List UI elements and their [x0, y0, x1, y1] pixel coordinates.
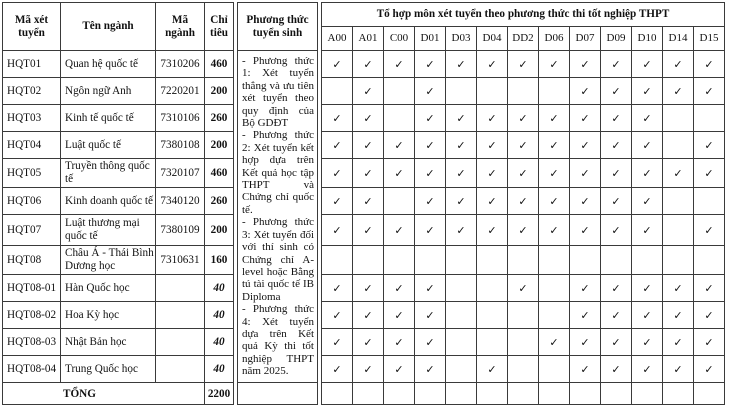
table-row: [3, 215, 725, 246]
empty-cell: [663, 215, 694, 246]
major-name: Châu Á - Thái Bình Dương học: [61, 246, 156, 275]
combo-header-a00: A00: [322, 27, 353, 51]
empty-cell: [539, 275, 570, 302]
empty-cell: [384, 78, 415, 105]
total-empty-cell: [353, 383, 384, 405]
check-mark: ✓: [353, 132, 384, 159]
check-mark: ✓: [508, 105, 539, 132]
quota: 260: [205, 188, 234, 215]
check-mark: ✓: [353, 215, 384, 246]
major-name: Truyền thông quốc tế: [61, 159, 156, 188]
admissions-table: [2, 2, 725, 405]
check-mark: ✓: [322, 159, 353, 188]
empty-cell: [508, 356, 539, 383]
check-mark: ✓: [322, 302, 353, 329]
empty-cell: [477, 302, 508, 329]
check-mark: ✓: [601, 51, 632, 78]
check-mark: ✓: [601, 215, 632, 246]
check-mark: ✓: [322, 188, 353, 215]
total-empty-cell: [384, 383, 415, 405]
check-mark: ✓: [384, 302, 415, 329]
quota: 40: [205, 275, 234, 302]
check-mark: ✓: [322, 356, 353, 383]
check-mark: ✓: [415, 132, 446, 159]
check-mark: ✓: [601, 329, 632, 356]
check-mark: ✓: [539, 51, 570, 78]
check-mark: ✓: [415, 356, 446, 383]
check-mark: ✓: [663, 275, 694, 302]
empty-cell: [415, 246, 446, 275]
check-mark: ✓: [477, 105, 508, 132]
check-mark: ✓: [539, 215, 570, 246]
total-value: 2200: [205, 383, 234, 405]
check-mark: ✓: [539, 188, 570, 215]
check-mark: ✓: [632, 105, 663, 132]
quota: 260: [205, 105, 234, 132]
empty-cell: [539, 302, 570, 329]
admission-code: HQT03: [3, 105, 61, 132]
header-admission-method: Phương thức tuyển sinh: [238, 3, 318, 51]
check-mark: ✓: [353, 105, 384, 132]
check-mark: ✓: [322, 329, 353, 356]
header-admission-code: Mã xét tuyển: [3, 3, 61, 51]
admission-code: HQT08: [3, 246, 61, 275]
check-mark: ✓: [570, 356, 601, 383]
combo-header-c00: C00: [384, 27, 415, 51]
check-mark: ✓: [601, 356, 632, 383]
check-mark: ✓: [384, 159, 415, 188]
check-mark: ✓: [632, 188, 663, 215]
header-quota: Chỉ tiêu: [205, 3, 234, 51]
check-mark: ✓: [477, 159, 508, 188]
check-mark: ✓: [477, 356, 508, 383]
check-mark: ✓: [322, 215, 353, 246]
total-empty-cell: [446, 383, 477, 405]
check-mark: ✓: [415, 275, 446, 302]
table-row: [3, 329, 725, 356]
check-mark: ✓: [663, 78, 694, 105]
check-mark: ✓: [632, 78, 663, 105]
combo-header-d07: D07: [570, 27, 601, 51]
check-mark: ✓: [415, 159, 446, 188]
check-mark: ✓: [446, 105, 477, 132]
check-mark: ✓: [694, 329, 725, 356]
method-1: - Phương thức 1: Xét tuyển thẳng và ưu tiên xét tuyển theo quy định của Bộ GDĐT: [242, 55, 314, 130]
check-mark: ✓: [694, 215, 725, 246]
check-mark: ✓: [415, 188, 446, 215]
check-mark: ✓: [353, 188, 384, 215]
check-mark: ✓: [694, 356, 725, 383]
check-mark: ✓: [601, 188, 632, 215]
combo-header-dd2: DD2: [508, 27, 539, 51]
check-mark: ✓: [415, 51, 446, 78]
check-mark: ✓: [570, 329, 601, 356]
check-mark: ✓: [632, 302, 663, 329]
check-mark: ✓: [477, 132, 508, 159]
check-mark: ✓: [446, 188, 477, 215]
check-mark: ✓: [539, 105, 570, 132]
check-mark: ✓: [570, 188, 601, 215]
check-mark: ✓: [508, 51, 539, 78]
admission-code: HQT01: [3, 51, 61, 78]
empty-cell: [446, 246, 477, 275]
check-mark: ✓: [570, 51, 601, 78]
table-row: [3, 78, 725, 105]
total-empty-cell: [632, 383, 663, 405]
admission-code: HQT08-03: [3, 329, 61, 356]
total-empty-cell: [694, 383, 725, 405]
empty-cell: [477, 78, 508, 105]
empty-cell: [508, 302, 539, 329]
check-mark: ✓: [601, 78, 632, 105]
quota: 200: [205, 78, 234, 105]
total-empty-cell: [663, 383, 694, 405]
check-mark: ✓: [632, 132, 663, 159]
check-mark: ✓: [694, 159, 725, 188]
check-mark: ✓: [353, 356, 384, 383]
empty-cell: [663, 246, 694, 275]
empty-cell: [539, 78, 570, 105]
check-mark: ✓: [353, 51, 384, 78]
check-mark: ✓: [384, 356, 415, 383]
check-mark: ✓: [601, 275, 632, 302]
method-4: - Phương thức 4: Xét tuyển dựa trên Kết quả Kỳ thi tốt nghiệp THPT năm 2025.: [242, 303, 314, 378]
check-mark: ✓: [632, 275, 663, 302]
method-2: - Phương thức 2: Xét tuyển kết hợp dựa trên Kết quả học tập THPT và Chứng chỉ quốc tế.: [242, 129, 314, 216]
empty-cell: [322, 246, 353, 275]
major-code: [156, 275, 205, 302]
table-row: [3, 302, 725, 329]
empty-cell: [384, 246, 415, 275]
total-empty-cell: [477, 383, 508, 405]
table-row: [3, 105, 725, 132]
check-mark: ✓: [694, 78, 725, 105]
check-mark: ✓: [632, 329, 663, 356]
check-mark: ✓: [446, 132, 477, 159]
check-mark: ✓: [508, 188, 539, 215]
table-row: [3, 51, 725, 78]
check-mark: ✓: [570, 132, 601, 159]
admission-code: HQT04: [3, 132, 61, 159]
major-name: Luật quốc tế: [61, 132, 156, 159]
admission-code: HQT08-04: [3, 356, 61, 383]
check-mark: ✓: [353, 78, 384, 105]
admission-code: HQT02: [3, 78, 61, 105]
combo-header-d14: D14: [663, 27, 694, 51]
check-mark: ✓: [663, 302, 694, 329]
check-mark: ✓: [539, 329, 570, 356]
check-mark: ✓: [353, 302, 384, 329]
total-empty-cell: [415, 383, 446, 405]
major-name: Hoa Kỳ học: [61, 302, 156, 329]
check-mark: ✓: [694, 302, 725, 329]
empty-cell: [477, 275, 508, 302]
table-row: [3, 159, 725, 188]
check-mark: ✓: [570, 302, 601, 329]
combo-header-d09: D09: [601, 27, 632, 51]
major-name: Hàn Quốc học: [61, 275, 156, 302]
major-code: 7380108: [156, 132, 205, 159]
empty-cell: [663, 105, 694, 132]
check-mark: ✓: [601, 105, 632, 132]
check-mark: ✓: [663, 329, 694, 356]
check-mark: ✓: [601, 132, 632, 159]
check-mark: ✓: [694, 275, 725, 302]
check-mark: ✓: [477, 51, 508, 78]
check-mark: ✓: [322, 51, 353, 78]
quota: 460: [205, 51, 234, 78]
check-mark: ✓: [353, 275, 384, 302]
quota: 160: [205, 246, 234, 275]
total-empty-cell: [322, 383, 353, 405]
total-empty-cell: [601, 383, 632, 405]
check-mark: ✓: [446, 159, 477, 188]
check-mark: ✓: [663, 51, 694, 78]
empty-cell: [477, 329, 508, 356]
check-mark: ✓: [446, 215, 477, 246]
major-name: Quan hệ quốc tế: [61, 51, 156, 78]
check-mark: ✓: [353, 159, 384, 188]
check-mark: ✓: [570, 78, 601, 105]
check-mark: ✓: [415, 329, 446, 356]
empty-cell: [508, 329, 539, 356]
empty-cell: [384, 105, 415, 132]
quota: 460: [205, 159, 234, 188]
total-empty-cell: [539, 383, 570, 405]
header-subject-combinations: Tổ hợp môn xét tuyển theo phương thức thi tốt nghiệp THPT: [322, 3, 725, 27]
major-code: [156, 329, 205, 356]
major-code: 7220201: [156, 78, 205, 105]
check-mark: ✓: [322, 275, 353, 302]
empty-cell: [694, 188, 725, 215]
check-mark: ✓: [477, 188, 508, 215]
empty-cell: [477, 246, 508, 275]
table-row: [3, 188, 725, 215]
check-mark: ✓: [601, 302, 632, 329]
empty-cell: [353, 246, 384, 275]
check-mark: ✓: [384, 215, 415, 246]
total-label: TỔNG: [3, 383, 205, 405]
quota: 40: [205, 329, 234, 356]
combo-header-d04: D04: [477, 27, 508, 51]
check-mark: ✓: [694, 51, 725, 78]
admission-code: HQT07: [3, 215, 61, 246]
check-mark: ✓: [539, 132, 570, 159]
empty-cell: [632, 246, 663, 275]
major-code: 7340120: [156, 188, 205, 215]
empty-cell: [384, 188, 415, 215]
admission-code: HQT05: [3, 159, 61, 188]
admission-code: HQT06: [3, 188, 61, 215]
empty-cell: [446, 329, 477, 356]
check-mark: ✓: [508, 132, 539, 159]
total-row: [3, 383, 725, 405]
check-mark: ✓: [601, 159, 632, 188]
check-mark: ✓: [322, 105, 353, 132]
quota: 40: [205, 356, 234, 383]
major-code: 7310206: [156, 51, 205, 78]
major-code: 7310106: [156, 105, 205, 132]
check-mark: ✓: [415, 215, 446, 246]
check-mark: ✓: [663, 159, 694, 188]
empty-cell: [539, 356, 570, 383]
admission-code: HQT08-01: [3, 275, 61, 302]
combo-header-a01: A01: [353, 27, 384, 51]
empty-cell: [446, 302, 477, 329]
total-empty-cell: [570, 383, 601, 405]
empty-cell: [694, 105, 725, 132]
major-code: 7380109: [156, 215, 205, 246]
major-code: [156, 356, 205, 383]
combo-header-d10: D10: [632, 27, 663, 51]
check-mark: ✓: [570, 105, 601, 132]
major-code: 7320107: [156, 159, 205, 188]
combo-header-d06: D06: [539, 27, 570, 51]
table-row: [3, 356, 725, 383]
check-mark: ✓: [446, 51, 477, 78]
check-mark: ✓: [570, 215, 601, 246]
total-empty-cell: [238, 383, 318, 405]
major-name: Luật thương mại quốc tế: [61, 215, 156, 246]
combo-header-d15: D15: [694, 27, 725, 51]
major-name: Trung Quốc học: [61, 356, 156, 383]
check-mark: ✓: [632, 51, 663, 78]
major-code: [156, 302, 205, 329]
table-row: [3, 275, 725, 302]
major-name: Ngôn ngữ Anh: [61, 78, 156, 105]
check-mark: ✓: [632, 159, 663, 188]
check-mark: ✓: [508, 275, 539, 302]
empty-cell: [663, 188, 694, 215]
check-mark: ✓: [384, 51, 415, 78]
empty-cell: [601, 246, 632, 275]
empty-cell: [570, 246, 601, 275]
check-mark: ✓: [508, 215, 539, 246]
table-row: [3, 246, 725, 275]
admission-methods: [238, 51, 318, 383]
header-major-code: Mã ngành: [156, 3, 205, 51]
check-mark: ✓: [384, 275, 415, 302]
check-mark: ✓: [508, 159, 539, 188]
empty-cell: [508, 246, 539, 275]
quota: 200: [205, 215, 234, 246]
method-3: - Phương thức 3: Xét tuyển đối với thí sinh có Chứng chỉ A-level hoặc Bằng tú tài quốc tế IB Diploma: [242, 216, 314, 303]
check-mark: ✓: [477, 215, 508, 246]
check-mark: ✓: [632, 215, 663, 246]
header-major-name: Tên ngành: [61, 3, 156, 51]
quota: 200: [205, 132, 234, 159]
check-mark: ✓: [415, 105, 446, 132]
empty-cell: [446, 78, 477, 105]
empty-cell: [446, 275, 477, 302]
check-mark: ✓: [539, 159, 570, 188]
quota: 40: [205, 302, 234, 329]
check-mark: ✓: [632, 356, 663, 383]
check-mark: ✓: [384, 132, 415, 159]
empty-cell: [539, 246, 570, 275]
empty-cell: [508, 78, 539, 105]
empty-cell: [663, 132, 694, 159]
check-mark: ✓: [322, 132, 353, 159]
major-name: Nhật Bản học: [61, 329, 156, 356]
total-empty-cell: [508, 383, 539, 405]
check-mark: ✓: [384, 329, 415, 356]
check-mark: ✓: [415, 302, 446, 329]
table-row: [3, 132, 725, 159]
empty-cell: [694, 246, 725, 275]
major-code: 7310631: [156, 246, 205, 275]
check-mark: ✓: [415, 78, 446, 105]
check-mark: ✓: [353, 329, 384, 356]
check-mark: ✓: [694, 132, 725, 159]
check-mark: ✓: [570, 275, 601, 302]
major-name: Kinh tế quốc tế: [61, 105, 156, 132]
major-name: Kinh doanh quốc tế: [61, 188, 156, 215]
check-mark: ✓: [663, 356, 694, 383]
empty-cell: [322, 78, 353, 105]
combo-header-d01: D01: [415, 27, 446, 51]
combo-header-d03: D03: [446, 27, 477, 51]
check-mark: ✓: [570, 159, 601, 188]
empty-cell: [446, 356, 477, 383]
admission-code: HQT08-02: [3, 302, 61, 329]
